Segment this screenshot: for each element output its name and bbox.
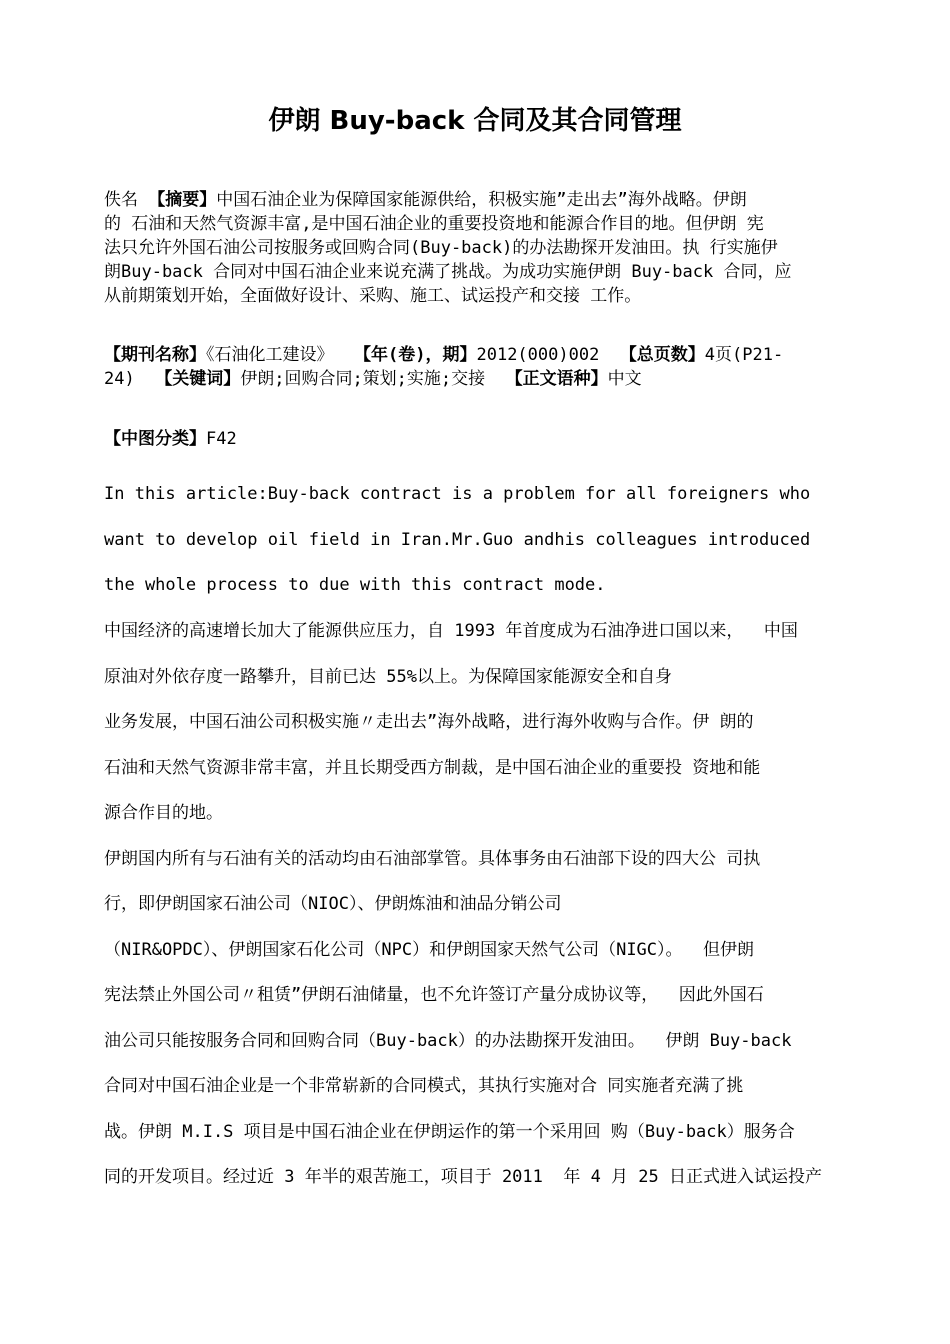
- english-line: want to develop oil field in Iran.Mr.Guo andhis colleagues introduced: [104, 529, 811, 550]
- metadata-line: [104, 343, 860, 367]
- language-value: 中文: [607, 369, 642, 389]
- body-line: 战。伊朗 M.I.S 项目是中国石油企业在伊朗运作的第一个采用回 购（Buy-back）服务合: [104, 1121, 795, 1142]
- body-line: 业务发展，中国石油公司积极实施〃走出去”海外战略，进行海外收购与合作。伊 朗的: [104, 712, 754, 732]
- journal-label: 【期刊名称】: [104, 345, 206, 365]
- year-value: 2012(000)002: [476, 345, 610, 365]
- body-line: 石油和天然气资源非常丰富，并且长期受西方制裁，是中国石油企业的重要投 资地和能: [104, 757, 761, 778]
- abstract-text: 中国石油企业为保障国家能源供给，积极实施”走出去”海外战略。伊朗: [216, 190, 747, 210]
- year-label: 【年(卷)，期】: [354, 345, 477, 365]
- body-line: 伊朗国内所有与石油有关的活动均由石油部掌管。具体事务由石油部下设的四大公 司执: [104, 848, 761, 869]
- abstract-label: 【摘要】: [148, 190, 217, 210]
- abstract-line: 从前期策划开始，全面做好设计、采购、施工、试运投产和交接 工作。: [104, 286, 642, 306]
- english-line: the whole process to due with this contract mode.: [104, 575, 606, 595]
- body-line: 油公司只能按服务合同和回购合同（Buy-back）的办法勘探开发油田。 伊朗 Buy-back: [104, 1030, 792, 1051]
- body-text: [104, 619, 860, 1211]
- body-line: 原油对外依存度一路攀升，目前已达 55%以上。为保障国家能源安全和自身: [104, 666, 672, 687]
- keywords-label: 【关键词】: [155, 369, 241, 389]
- abstract-line: 法只允许外国石油公司按服务或回购合同(Buy-back)的办法勘探开发油田。执 行实施伊: [104, 238, 778, 258]
- english-line: In this article:Buy-back contract is a problem for all foreigners who: [104, 484, 811, 504]
- body-line: 中国经济的高速增长加大了能源供应压力，自 1993 年首度成为石油净进口国以来， 中国: [104, 621, 798, 641]
- metadata-line: [104, 367, 860, 391]
- author: 佚名: [104, 190, 138, 210]
- document-title: 伊朗 Buy-back 合同及其合同管理: [268, 106, 682, 136]
- body-line: 合同对中国石油企业是一个非常崭新的合同模式，其执行实施对合 同实施者充满了挑: [104, 1076, 744, 1096]
- english-abstract: [104, 482, 860, 619]
- keywords-value: 伊朗;回购合同;策划;实施;交接: [240, 369, 496, 389]
- pages-value: 4页(P21-: [704, 345, 784, 365]
- body-line: 宪法禁止外国公司〃租赁”伊朗石油储量，也不允许签订产量分成协议等， 因此外国石: [104, 985, 764, 1005]
- abstract-line: [104, 188, 860, 212]
- classification-section: [104, 427, 860, 451]
- classification-line: [104, 427, 860, 451]
- metadata-section: [104, 343, 860, 391]
- body-line: 源合作目的地。: [104, 803, 223, 823]
- body-line: 行，即伊朗国家石油公司（NIOC）、伊朗炼油和油品分销公司: [104, 894, 562, 914]
- body-line: （NIR&OPDC）、伊朗国家石化公司（NPC）和伊朗国家天然气公司（NIGC）。 但伊朗: [104, 939, 754, 960]
- abstract-line: 的 石油和天然气资源丰富,是中国石油企业的重要投资地和能源合作目的地。但伊朗 宪: [104, 214, 764, 234]
- classification-value: F42: [206, 429, 237, 449]
- pages-value-cont: 24): [104, 369, 145, 389]
- journal-value: 《石油化工建设》: [206, 345, 344, 365]
- language-label: 【正文语种】: [505, 369, 608, 389]
- body-line: 同的开发项目。经过近 3 年半的艰苦施工，项目于 2011 年 4 月 25 日正式进入试运投产: [104, 1167, 822, 1187]
- abstract-section: [104, 188, 860, 308]
- abstract-line: 朗Buy-back 合同对中国石油企业来说充满了挑战。为成功实施伊朗 Buy-back 合同，应: [104, 262, 792, 282]
- pages-label: 【总页数】: [619, 345, 705, 365]
- classification-label: 【中图分类】: [104, 429, 206, 449]
